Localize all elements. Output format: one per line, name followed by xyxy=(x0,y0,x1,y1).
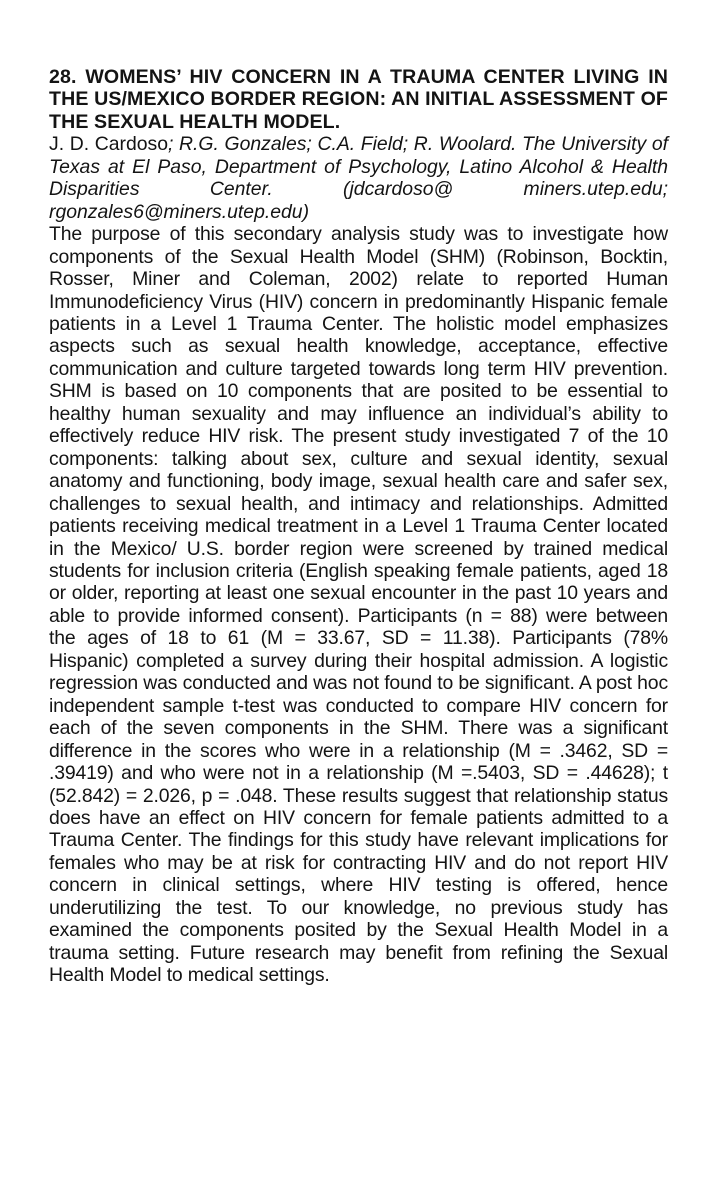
lead-author: J. D. Cardoso xyxy=(49,133,169,156)
abstract-title: 28. WOMENS’ HIV CONCERN IN A TRAUMA CENTER LIVING IN THE US/MEXICO BORDER REGION: AN INITIAL ASSESSMENT OF THE SEXUAL HEALTH MODEL. xyxy=(49,66,668,133)
abstract-body: The purpose of this secondary analysis study was to investigate how components of the Sexual Health Model (SHM) (Robinson, Bocktin, Rosser, Miner and Coleman, 2002) relate to reported Human Immunodeficiency Virus (HIV) concern in predominantly Hispanic female patients in a Level 1 Trauma Center. The holistic model emphasizes aspects such as sexual health knowledge, acceptance, effective communication and culture targeted towards long term HIV prevention. SHM is based on 10 components that are posited to be essential to healthy human sexuality and may influence an individual’s ability to effectively reduce HIV risk. The present study investigated 7 of the 10 components: talking about sex, culture and sexual identity, sexual anatomy and functioning, body image, sexual health care and safer sex, challenges to sexual health, and intimacy and relationships. Admitted patients receiving medical treatment in a Level 1 Trauma Center located in the Mexico/ U.S. border region were screened by trained medical students for inclusion criteria (English speaking female patients, aged 18 or older, reporting at least one sexual encounter in the past 10 years and able to provide informed consent). Participants (n = 88) were between the ages of 18 to 61 (M = 33.67, SD = 11.38). Participants (78% Hispanic) completed a survey during their hospital admission. A logistic regression was conducted and was not found to be significant. A post hoc independent sample t-test was conducted to compare HIV concern for each of the seven components in the SHM. There was a significant difference in the scores who were in a relationship (M = .3462, SD = .39419) and who were not in a relationship (M =.5403, SD = .44628); t (52.842) = 2.026, p = .048. These results suggest that relationship status does have an effect on HIV concern for female patients admitted to a Trauma Center. The findings for this study have relevant implications for females who may be at risk for contracting HIV and do not report HIV concern in clinical settings, where HIV testing is offered, hence underutilizing the test. To our knowledge, no previous study has examined the components posited by the Sexual Health Model in a trauma setting. Future research may benefit from refining the Sexual Health Model to medical settings. xyxy=(49,223,668,987)
author-affiliation-line xyxy=(49,133,668,223)
abstract-page xyxy=(49,66,668,987)
co-authors-affiliation: ; R.G. Gonzales; C.A. Field; R. Woolard. The University of Texas at El Paso, Department of Psychology, Latino Alcohol & Health Disparities Center. (jdcardoso@ miners.utep.edu; rgonzales6@miners.utep.edu) xyxy=(49,133,668,223)
